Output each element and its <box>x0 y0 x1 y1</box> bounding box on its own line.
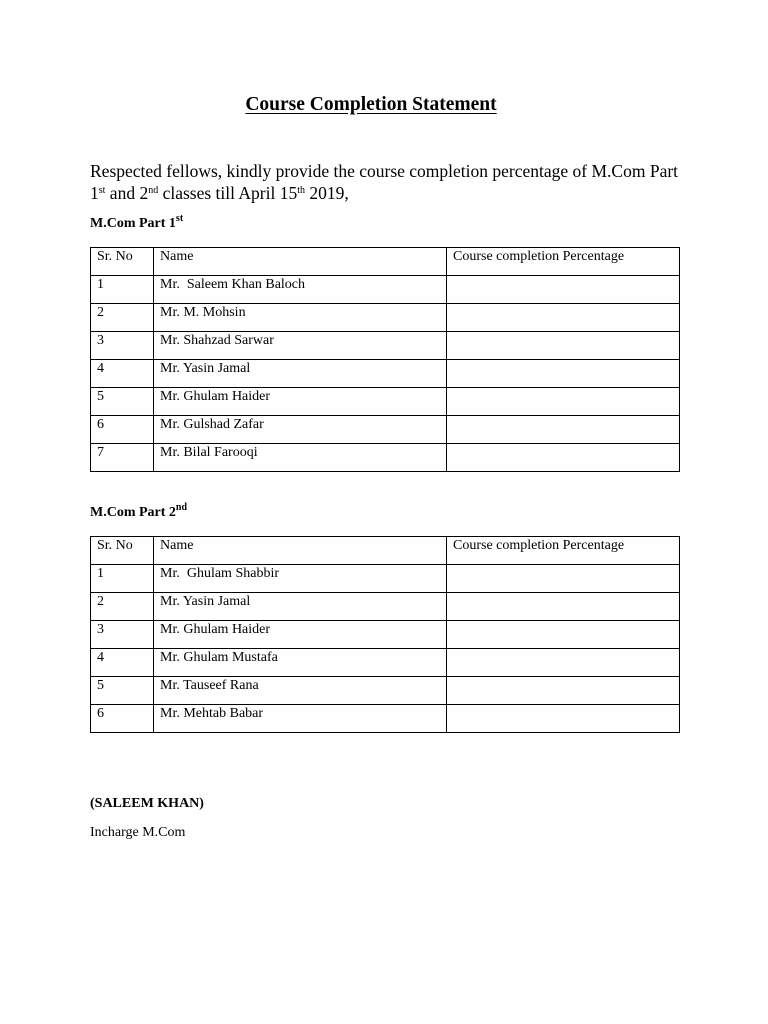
percentage-cell <box>447 304 680 332</box>
percentage-cell <box>447 332 680 360</box>
name-cell: Mr. Ghulam Haider <box>154 621 447 649</box>
sr-no-cell: 4 <box>91 360 154 388</box>
signatory-designation: Incharge M.Com <box>90 825 186 840</box>
percentage-cell <box>447 593 680 621</box>
table-row <box>91 621 680 649</box>
table-row <box>91 677 680 705</box>
percentage-cell <box>447 388 680 416</box>
sr-no-cell: 2 <box>91 304 154 332</box>
sr-no-cell: 1 <box>91 565 154 593</box>
column-header: Sr. No <box>91 537 154 565</box>
column-header: Course completion Percentage <box>447 248 680 276</box>
sr-no-cell: 5 <box>91 388 154 416</box>
section-heading-superscript: st <box>175 213 184 224</box>
intro-text: 2019, <box>305 183 349 203</box>
intro-text: and 2 <box>105 183 149 203</box>
table-header-row <box>91 248 680 276</box>
sr-no-cell: 3 <box>91 621 154 649</box>
intro-text: Respected fellows, kindly provide the course completion percentage of M.Com Part 1 <box>90 161 679 203</box>
percentage-cell <box>447 444 680 472</box>
name-cell: Mr. Ghulam Haider <box>154 388 447 416</box>
intro-superscript: nd <box>148 185 159 196</box>
name-cell: Mr. Tauseef Rana <box>154 677 447 705</box>
table-row <box>91 388 680 416</box>
column-header: Name <box>154 537 447 565</box>
column-header: Name <box>154 248 447 276</box>
intro-text: classes till April 15 <box>158 183 298 203</box>
name-cell: Mr. M. Mohsin <box>154 304 447 332</box>
sr-no-cell: 6 <box>91 705 154 733</box>
table-row <box>91 360 680 388</box>
table-row <box>91 416 680 444</box>
name-cell: Mr. Yasin Jamal <box>154 360 447 388</box>
name-cell: Mr. Saleem Khan Baloch <box>154 276 447 304</box>
sr-no-cell: 3 <box>91 332 154 360</box>
sr-no-cell: 2 <box>91 593 154 621</box>
percentage-cell <box>447 565 680 593</box>
name-cell: Mr. Mehtab Babar <box>154 705 447 733</box>
section-heading-superscript: nd <box>175 502 188 513</box>
column-header: Sr. No <box>91 248 154 276</box>
section-heading-text: M.Com Part 1 <box>90 216 176 231</box>
section-heading-part2 <box>90 502 188 521</box>
table-row <box>91 332 680 360</box>
percentage-cell <box>447 677 680 705</box>
table-row <box>91 565 680 593</box>
name-cell: Mr. Gulshad Zafar <box>154 416 447 444</box>
percentage-cell <box>447 649 680 677</box>
table-row <box>91 593 680 621</box>
percentage-cell <box>447 276 680 304</box>
completion-table-part2 <box>90 536 680 733</box>
signatory-name: (SALEEM KHAN) <box>90 796 204 811</box>
table-row <box>91 649 680 677</box>
completion-table-part1 <box>90 247 680 472</box>
table-row <box>91 276 680 304</box>
name-cell: Mr. Ghulam Mustafa <box>154 649 447 677</box>
intro-superscript: st <box>98 185 106 196</box>
sr-no-cell: 1 <box>91 276 154 304</box>
sr-no-cell: 7 <box>91 444 154 472</box>
percentage-cell <box>447 705 680 733</box>
sr-no-cell: 4 <box>91 649 154 677</box>
percentage-cell <box>447 621 680 649</box>
table-row <box>91 444 680 472</box>
name-cell: Mr. Bilal Farooqi <box>154 444 447 472</box>
sr-no-cell: 5 <box>91 677 154 705</box>
name-cell: Mr. Yasin Jamal <box>154 593 447 621</box>
percentage-cell <box>447 360 680 388</box>
sr-no-cell: 6 <box>91 416 154 444</box>
intro-superscript: th <box>297 185 306 196</box>
percentage-cell <box>447 416 680 444</box>
section-heading-text: M.Com Part 2 <box>90 505 176 520</box>
table-row <box>91 304 680 332</box>
table-header-row <box>91 537 680 565</box>
section-heading-part1 <box>90 213 184 232</box>
name-cell: Mr. Shahzad Sarwar <box>154 332 447 360</box>
column-header: Course completion Percentage <box>447 537 680 565</box>
table-row <box>91 705 680 733</box>
page-title: Course Completion Statement <box>245 94 497 115</box>
intro-paragraph <box>90 160 690 204</box>
name-cell: Mr. Ghulam Shabbir <box>154 565 447 593</box>
